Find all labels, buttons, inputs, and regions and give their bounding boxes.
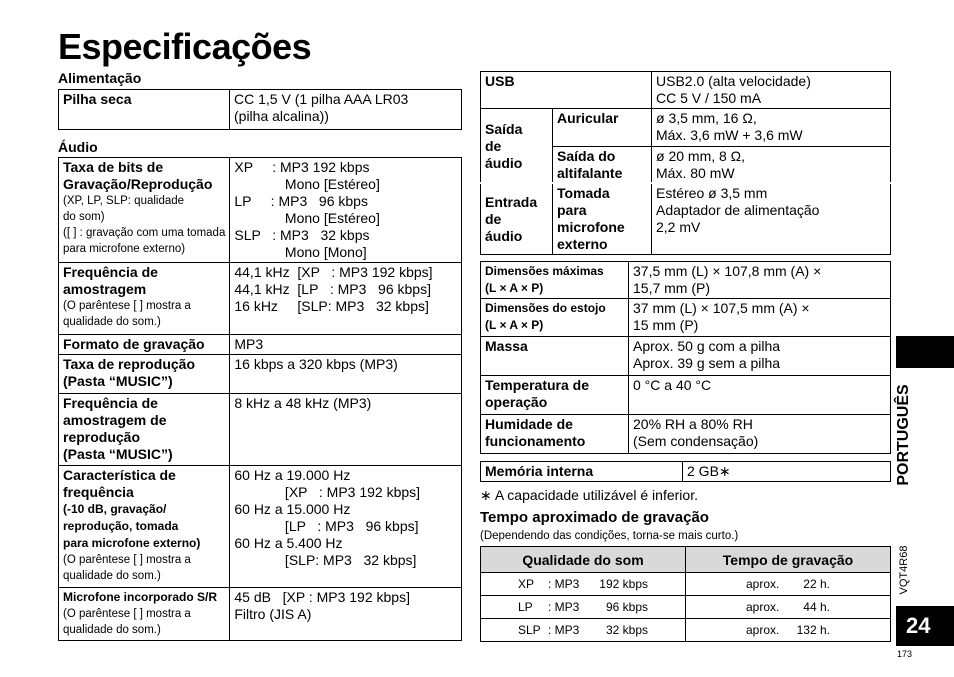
spec-label: Temperatura de operação (481, 376, 629, 415)
spec-value: Estéreo ø 3,5 mm Adaptador de alimentação 2,2 mV (652, 184, 891, 255)
spec-label: Tomada para microfone externo (553, 184, 652, 255)
spec-label: Massa (481, 337, 629, 376)
spec-note: (XP, LP, SLP: qualidade do som) ([ ] : gravação com uma tomada para microfone externo) (63, 195, 226, 255)
time-cell: aprox. 44 h. (686, 596, 891, 619)
spec-label: Saída do altifalante (553, 147, 652, 184)
spec-value: Aprox. 50 g com a pilha Aprox. 39 g sem a pilha (629, 337, 891, 376)
physical-table (480, 261, 891, 454)
spec-label: USB (481, 72, 652, 109)
time-cell: aprox. 22 h. (686, 573, 891, 596)
spec-label-condition: (-10 dB, gravação/ reprodução, tomada para microfone externo) (63, 502, 201, 550)
footnote: ∗ A capacidade utilizável é inferior. (480, 487, 698, 503)
spec-label-cell (59, 588, 230, 641)
time-cell: aprox. 132 h. (686, 619, 891, 642)
spec-value: 37 mm (L) × 107,5 mm (A) × 15 mm (P) (629, 299, 891, 337)
spec-value: 20% RH a 80% RH (Sem condensação) (629, 415, 891, 454)
language-label: PORTUGUÊS (895, 384, 912, 486)
audio-table (58, 157, 462, 641)
spec-value: 0 °C a 40 °C (629, 376, 891, 415)
spec-value: XP : MP3 192 kbps Mono [Estéreo] LP : MP3 96 kbps Mono [Estéreo] SLP : MP3 32 kbps Mono [Mono] (230, 158, 462, 263)
spec-label: Característica de frequência (63, 467, 176, 500)
recording-heading: Tempo aproximado de gravação (480, 509, 709, 526)
spec-value: 45 dB [XP : MP3 192 kbps] Filtro (JIS A) (230, 588, 462, 641)
spec-label-cell (59, 158, 230, 263)
power-table (58, 89, 462, 130)
group-label-audio-out: Saída de áudio (481, 109, 553, 184)
spec-value: 37,5 mm (L) × 107,8 mm (A) × 15,7 mm (P) (629, 262, 891, 299)
spec-value: 8 kHz a 48 kHz (MP3) (230, 394, 462, 466)
spec-value: 16 kbps a 320 kbps (MP3) (230, 355, 462, 394)
spec-label: Pilha seca (59, 90, 230, 130)
quality-cell: SLP : MP3 32 kbps (481, 619, 686, 642)
spec-value: USB2.0 (alta velocidade) CC 5 V / 150 mA (652, 72, 891, 109)
table-row (481, 619, 891, 642)
language-tab-bar (896, 336, 954, 368)
spec-label: Formato de gravação (59, 335, 230, 355)
spec-label: Auricular (553, 109, 652, 147)
column-header: Tempo de gravação (686, 547, 891, 573)
spec-label: Dimensões máximas (L × A × P) (481, 262, 629, 299)
recording-time-table (480, 546, 891, 642)
column-header: Qualidade do som (481, 547, 686, 573)
spec-label: Taxa de bits de Gravação/Reprodução (63, 159, 213, 192)
spec-value: ø 20 mm, 8 Ω, Máx. 80 mW (652, 147, 891, 184)
spec-value: 60 Hz a 19.000 Hz [XP : MP3 192 kbps] 60 Hz a 15.000 Hz [LP : MP3 96 kbps] 60 Hz a 5.400 Hz [SLP: MP3 32 kbps] (230, 466, 462, 588)
table-row (481, 596, 891, 619)
spec-label: Frequência de amostragem de reprodução (Pasta “MUSIC”) (59, 394, 230, 466)
section-heading-alimentacao: Alimentação (58, 70, 142, 86)
spec-label: Frequência de amostragem (63, 264, 158, 297)
spec-label: Dimensões do estojo (L × A × P) (481, 299, 629, 337)
spec-label: Microfone incorporado S/R (63, 590, 218, 604)
spec-label-cell (59, 466, 230, 588)
page-index: 173 (897, 649, 913, 659)
quality-cell: LP : MP3 96 kbps (481, 596, 686, 619)
spec-value: CC 1,5 V (1 pilha AAA LR03 (pilha alcalina)) (230, 90, 462, 130)
quality-cell: XP : MP3 192 kbps (481, 573, 686, 596)
spec-value: MP3 (230, 335, 462, 355)
spec-label-cell (59, 263, 230, 335)
section-heading-audio: Áudio (58, 139, 98, 155)
spec-value: 44,1 kHz [XP : MP3 192 kbps] 44,1 kHz [LP : MP3 96 kbps] 16 kHz [SLP: MP3 32 kbps] (230, 263, 462, 335)
page-number: 24 (906, 613, 931, 638)
spec-value: 2 GB∗ (683, 462, 891, 482)
table-gap (479, 182, 892, 184)
page-number-box (896, 606, 954, 646)
group-label-audio-in: Entrada de áudio (481, 184, 553, 255)
memory-table (480, 461, 891, 482)
recording-subheading: (Dependendo das condições, torna-se mais curto.) (480, 530, 739, 542)
spec-value: ø 3,5 mm, 16 Ω, Máx. 3,6 mW + 3,6 mW (652, 109, 891, 147)
spec-label: Memória interna (481, 462, 683, 482)
spec-note: (O parêntese [ ] mostra a qualidade do som.) (63, 300, 191, 328)
spec-label: Taxa de reprodução (Pasta “MUSIC”) (59, 355, 230, 394)
connections-table (480, 71, 891, 255)
document-code: VQT4R68 (898, 545, 910, 595)
page-title: Especificações (58, 26, 312, 67)
table-header-row (481, 547, 891, 573)
table-row (481, 573, 891, 596)
spec-note: (O parêntese [ ] mostra a qualidade do som.) (63, 608, 191, 636)
spec-note: (O parêntese [ ] mostra a qualidade do som.) (63, 554, 191, 582)
spec-label: Humidade de funcionamento (481, 415, 629, 454)
